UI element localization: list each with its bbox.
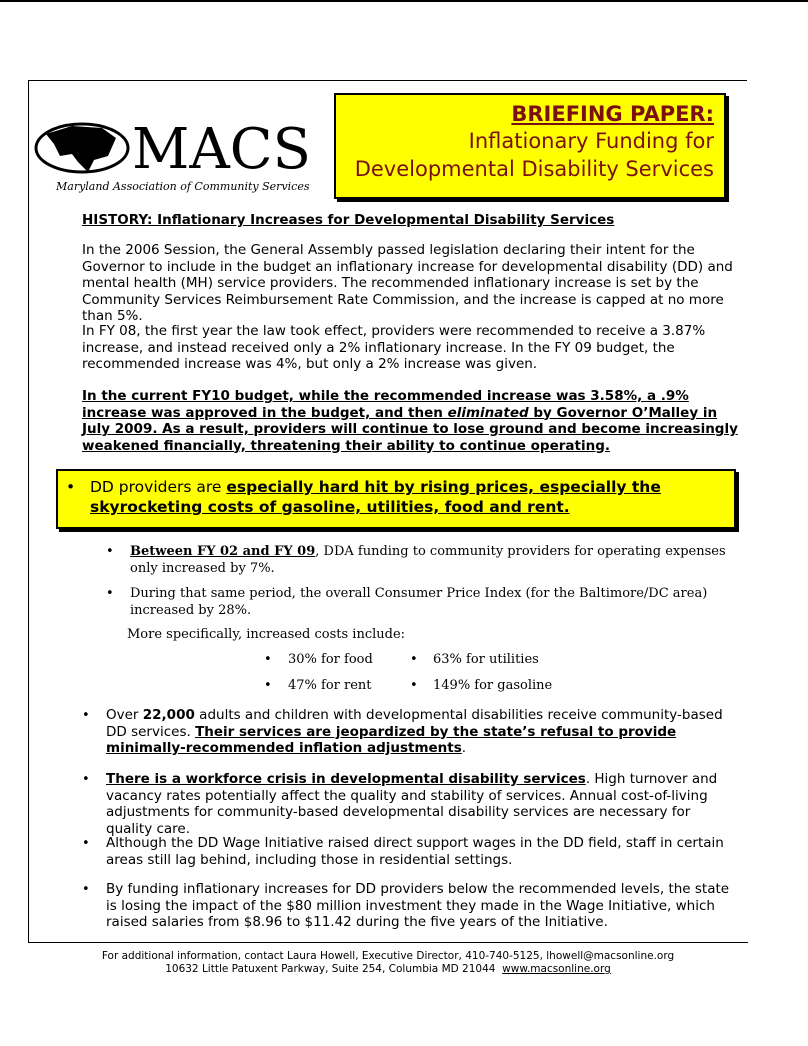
callout-emphasis: especially hard hit by rising prices, especially the skyrocketing costs of gasoline, utilities, food and rent.: [90, 478, 661, 516]
history-heading: HISTORY: Inflationary Increases for Developmental Disability Services: [82, 212, 615, 228]
b2-u: There is a workforce crisis in developmental disability services: [106, 771, 586, 787]
footer-contact: For additional information, contact Laura Howell, Executive Director, 410-740-5125, lhowell@macsonline.org: [101, 950, 675, 962]
footer: [28, 950, 748, 976]
bullet-1: [106, 707, 736, 757]
footer-address: 10632 Little Patuxent Parkway, Suite 254, Columbia MD 21044: [165, 963, 496, 975]
cost-rent: 47% for rent: [288, 678, 372, 693]
b2-rest: . High turnover and vacancy rates potentially affect the quality and stability of services. Annual cost-of-living adjustments for community-based developmental disability services are necessary for quality care.: [106, 771, 718, 837]
bullet-3: Although the DD Wage Initiative raised direct support wages in the DD field, staff in certain areas still lag behind, including those in residential settings.: [106, 835, 724, 868]
footer-website-link[interactable]: www.macsonline.org: [502, 963, 611, 975]
p3-part-b: by Governor O’Malley in July 2009. As a result, providers will continue to lose ground and become increasingly weakened financially, threatening their ability to continue operating.: [82, 404, 738, 454]
price-callout: [56, 469, 736, 529]
briefing-subtitle-2: Developmental Disability Services: [354, 157, 714, 181]
bullet-4: By funding inflationary increases for DD providers below the recommended levels, the state is losing the impact of the $80 million investment they made in the Wage Initiative, which raised salaries from $8.96 to $11.42 during the five years of the Initiative.: [106, 881, 730, 930]
sub-bullet-1: [130, 544, 740, 577]
bullet-dot-2: •: [82, 772, 90, 787]
cost-food: 30% for food: [288, 652, 373, 667]
cost-gasoline: 149% for gasoline: [433, 678, 553, 693]
history-paragraph-1: In the 2006 Session, the General Assembly passed legislation declaring their intent for the Governor to include in the budget an inflationary increase for developmental disability (DD) and mental health (MH) service providers. The recommended inflationary increase is set by the Community Services Reimbursement Rate Commission, and the increase is capped at no more than 5%.: [82, 242, 733, 324]
p3-emphasis: eliminated: [447, 404, 529, 421]
briefing-title-box: [334, 93, 726, 199]
logo-wordmark: MACS: [132, 117, 311, 182]
sub-bullet-dot-2: •: [106, 586, 114, 601]
costs-intro: More specifically, increased costs include:: [127, 627, 406, 642]
footer-address-line: [28, 963, 748, 976]
b1-end: .: [461, 740, 467, 756]
b1-a: Over: [106, 707, 143, 723]
bullet-2: [106, 771, 736, 837]
sub-bullet-dot-1: •: [106, 544, 114, 559]
bullet-dot-3: •: [82, 836, 90, 851]
footer-rule: [28, 942, 748, 943]
cost-dot-2: •: [410, 652, 418, 667]
sub-b1-rest: , DDA funding to community providers for operating expenses only increased by 7%.: [130, 544, 726, 576]
cost-utilities: 63% for utilities: [433, 652, 539, 667]
bullet-dot-1: •: [82, 708, 90, 723]
sub-b1-bold: Between FY 02 and FY 09: [130, 544, 316, 559]
sub-bullet-2: During that same period, the overall Consumer Price Index (for the Baltimore/DC area) increased by 28%.: [130, 586, 708, 618]
top-rule: [0, 0, 808, 2]
b1-b: adults and children with developmental disabilities receive community-based DD services.: [106, 707, 723, 740]
cost-dot-3: •: [264, 678, 272, 693]
briefing-subtitle-1: Inflationary Funding for: [468, 129, 714, 153]
b1-num: 22,000: [142, 707, 195, 723]
history-paragraph-3: [82, 388, 742, 454]
callout-bullet: •: [66, 478, 76, 496]
history-paragraph-2: In FY 08, the first year the law took effect, providers were recommended to receive a 3.87% increase, and instead received only a 2% inflationary increase. In the FY 09 budget, the recommended increase was 4%, but only a 2% increase was given.: [82, 323, 706, 372]
cost-dot-4: •: [410, 678, 418, 693]
bullet-dot-4: •: [82, 882, 90, 897]
logo-caption: Maryland Association of Community Services: [56, 180, 310, 193]
maryland-map-icon: [46, 126, 116, 172]
cost-dot-1: •: [264, 652, 272, 667]
p3-part-a: In the current FY10 budget, while the recommended increase was 3.58%, a .9% increase was approved in the budget, and then: [82, 388, 689, 421]
briefing-title: BRIEFING PAPER:: [511, 102, 714, 126]
callout-plain: DD providers are: [90, 478, 227, 496]
b1-u: Their services are jeopardized by the state’s refusal to provide minimally-recommended inflation adjustments: [106, 723, 677, 756]
